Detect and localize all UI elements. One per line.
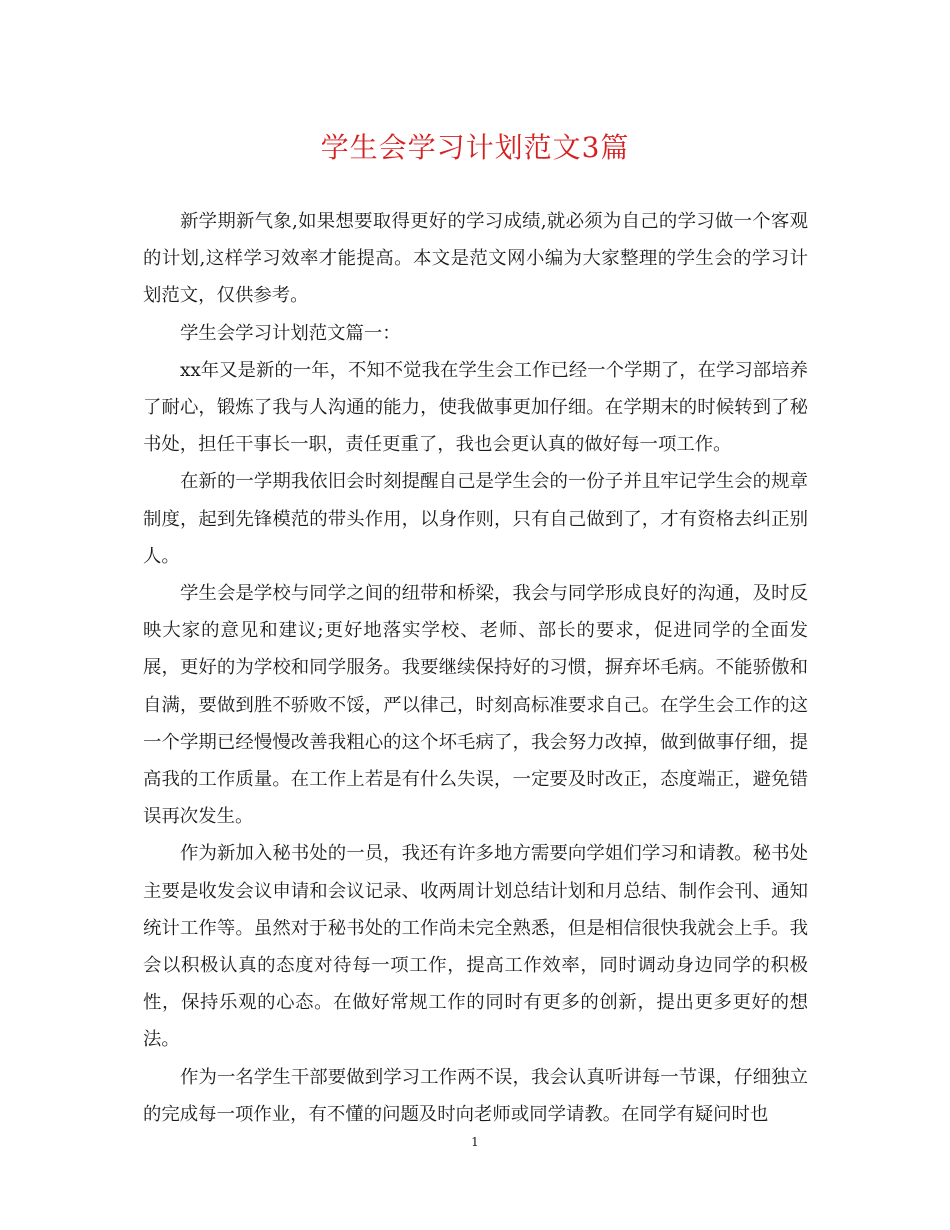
section-heading: 学生会学习计划范文篇一： [180, 322, 401, 344]
page-number: 1 [471, 1135, 479, 1149]
paragraph: 作为一名学生干部要做到学习工作两不误，我会认真听讲每一节课，仔细独立的完成每一项作业，有不懂的问题及时向老师或同学请教。在同学有疑问时也 [143, 1066, 808, 1125]
paragraph: 作为新加入秘书处的一员，我还有许多地方需要向学姐们学习和请教。秘书处主要是收发会议申请和会议记录、收两周计划总结计划和月总结、制作会刊、通知统计工作等。虽然对于秘书处的工作尚未完全熟悉，但是相信很快我就会上手。我会以积极认真的态度对待每一项工作，提高工作效率，同时调动身边同学的积极性，保持乐观的心态。在做好常规工作的同时有更多的创新，提出更多更好的想法。 [143, 843, 808, 1051]
paragraph: 学生会是学校与同学之间的纽带和桥梁，我会与同学形成良好的沟通，及时反映大家的意见和建议;更好地落实学校、老师、部长的要求，促进同学的全面发展，更好的为学校和同学服务。我要继续保持好的习惯，摒弃坏毛病。不能骄傲和自满，要做到胜不骄败不馁，严以律己，时刻高标准要求自己。在学生会工作的这一个学期已经慢慢改善我粗心的这个坏毛病了，我会努力改掉，做到做事仔细，提高我的工作质量。在工作上若是有什么失误，一定要及时改正，态度端正，避免错误再次发生。 [143, 583, 808, 828]
document-title: 学生会学习计划范文3篇 [320, 131, 630, 164]
paragraph: xx年又是新的一年，不知不觉我在学生会工作已经一个学期了，在学习部培养了耐心，锻炼了我与人沟通的能力，使我做事更加仔细。在学期末的时候转到了秘书处，担任干事长一职，责任更重了，我也会更认真的做好每一项工作。 [143, 359, 808, 456]
paragraph-intro: 新学期新气象,如果想要取得更好的学习成绩,就必须为自己的学习做一个客观的计划,这样学习效率才能提高。本文是范文网小编为大家整理的学生会的学习计划范文，仅供参考。 [143, 211, 808, 307]
paragraph: 在新的一学期我依旧会时刻提醒自己是学生会的一份子并且牢记学生会的规章制度，起到先锋模范的带头作用，以身作则，只有自己做到了，才有资格去纠正别人。 [143, 471, 808, 567]
document-body [143, 203, 808, 1133]
